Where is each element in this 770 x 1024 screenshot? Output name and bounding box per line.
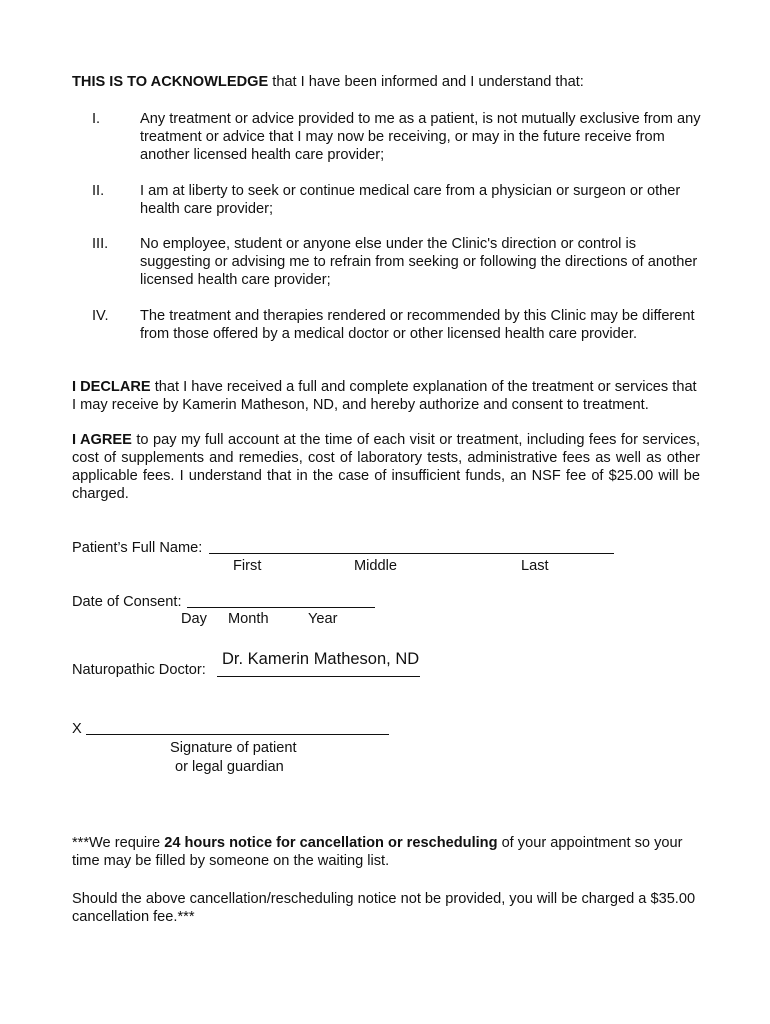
item-text: Any treatment or advice provided to me as a patient, is not mutually exclusive from any treatment or advice that I may now be receiving, or may in the future receive from another licensed health care provider;	[140, 111, 701, 163]
cancellation-fee-notice: Should the above cancellation/rescheduling notice not be provided, you will be charged a $35.00 cancellation fee.***	[72, 891, 696, 925]
item-number: IV.	[92, 308, 109, 324]
last-name-caption: Last	[521, 558, 549, 574]
agree-statement	[72, 431, 700, 503]
item-number: II.	[92, 183, 105, 199]
notice-bold: 24 hours notice for cancellation or rescheduling	[164, 835, 498, 851]
declare-lead: I DECLARE	[72, 379, 151, 395]
doctor-name-field[interactable]	[217, 676, 420, 677]
signature-field[interactable]	[86, 734, 389, 735]
signature-caption-line1: Signature of patient	[170, 740, 297, 756]
item-text: I am at liberty to seek or continue medical care from a physician or surgeon or other health care provider;	[140, 183, 681, 217]
signature-caption-line2: or legal guardian	[175, 759, 284, 775]
year-caption: Year	[308, 611, 338, 627]
day-caption: Day	[181, 611, 207, 627]
patient-name-field[interactable]	[209, 553, 614, 554]
declare-statement	[72, 378, 700, 414]
consent-date-label: Date of Consent:	[72, 594, 182, 610]
first-name-caption: First	[233, 558, 262, 574]
acknowledge-rest: that I have been informed and I understand that:	[268, 74, 584, 90]
agree-lead: I AGREE	[72, 432, 132, 448]
month-caption: Month	[228, 611, 269, 627]
item-text: No employee, student or anyone else under the Clinic's direction or control is suggesting or advising me to refrain from seeking or following the directions of another licensed health care provider;	[140, 236, 698, 288]
patient-name-label: Patient’s Full Name:	[72, 540, 203, 556]
doctor-name-value: Dr. Kamerin Matheson, ND	[222, 650, 420, 668]
item-number: I.	[92, 111, 101, 127]
signature-x-mark: X	[72, 721, 82, 737]
item-text: The treatment and therapies rendered or recommended by this Clinic may be different from those offered by a medical doctor or other licensed health care provider.	[140, 308, 695, 342]
declare-rest: that I have received a full and complete explanation of the treatment or services that I may receive by Kamerin Matheson, ND, and hereby authorize and consent to treatment.	[72, 379, 697, 413]
item-number: III.	[92, 236, 109, 252]
notice-prefix: ***We require	[72, 835, 165, 851]
doctor-label: Naturopathic Doctor:	[72, 662, 206, 678]
middle-name-caption: Middle	[354, 558, 397, 574]
consent-date-field[interactable]	[187, 607, 375, 608]
cancellation-notice	[72, 834, 700, 870]
agree-rest: to pay my full account at the time of each visit or treatment, including fees for services, cost of supplements and remedies, cost of laboratory tests, administrative fees as well as other applicable fees. I understand that in the case of insufficient funds, an NSF fee of $25.00 will be charged.	[72, 432, 700, 502]
acknowledge-lead: THIS IS TO ACKNOWLEDGE	[72, 74, 269, 90]
notice-suffix: of your appointment so your time may be filled by someone on the waiting list.	[72, 835, 683, 869]
acknowledge-statement	[72, 73, 700, 91]
